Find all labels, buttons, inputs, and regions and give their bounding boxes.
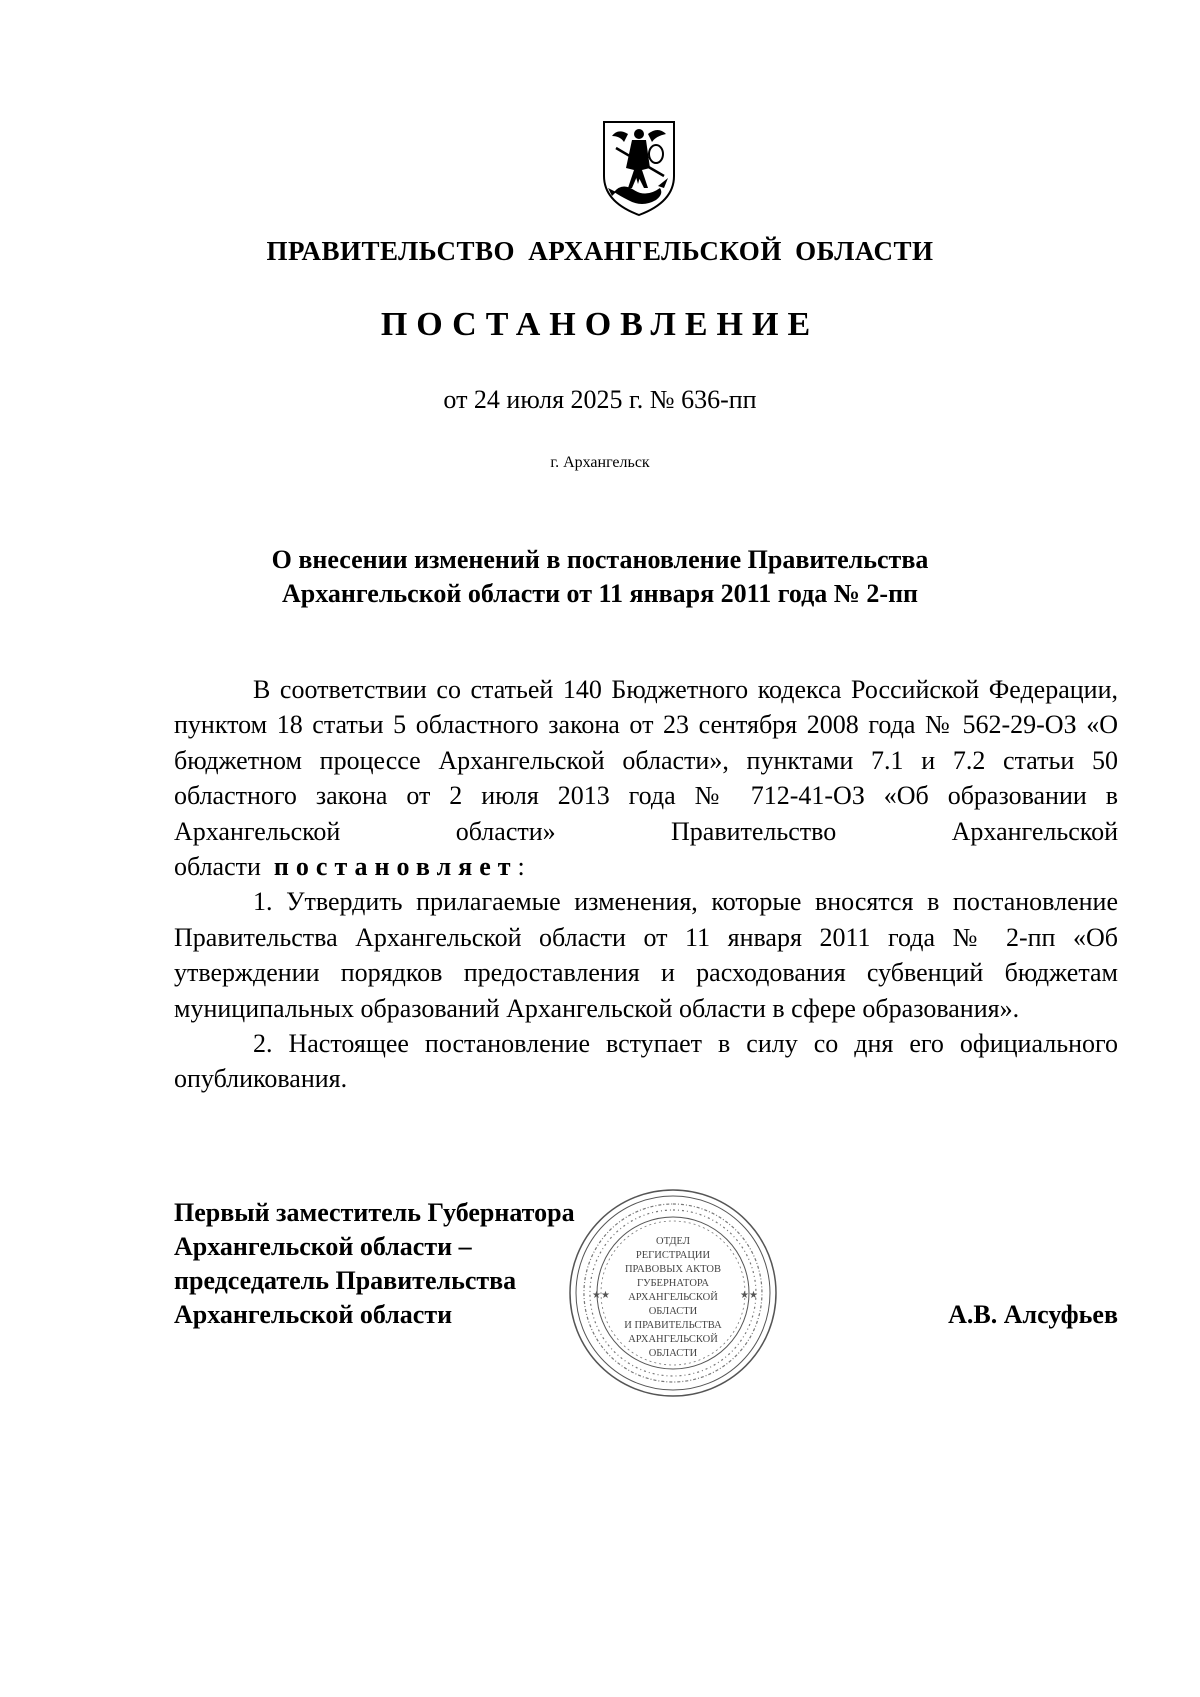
document-date-number: от 24 июля 2025 г. № 636-пп — [443, 385, 757, 414]
official-seal-icon — [566, 1186, 780, 1400]
document-body — [174, 672, 1118, 1097]
signer-position-line: Первый заместитель Губернатора — [174, 1198, 575, 1227]
coat-of-arms-icon — [598, 118, 680, 218]
resolves-colon: : — [517, 852, 525, 882]
stamp-line: РЕГИСТРАЦИИ — [635, 1250, 711, 1261]
stamp-line: ПРАВОВЫХ АКТОВ — [624, 1264, 722, 1275]
svg-text:★★: ★★ — [740, 1290, 758, 1301]
organization-title: ПРАВИТЕЛЬСТВО АРХАНГЕЛЬСКОЙ ОБЛАСТИ — [266, 236, 934, 266]
document-city: г. Архангельск — [550, 454, 650, 471]
subject-line-2: Архангельской области от 11 января 2011 года № 2-пп — [281, 579, 919, 608]
signer-name: А.В. Алсуфьев — [948, 1300, 1118, 1329]
stamp-line: АРХАНГЕЛЬСКОЙ — [628, 1334, 718, 1345]
stamp-line: ГУБЕРНАТОРА — [637, 1278, 709, 1289]
stamp-line: ОБЛАСТИ — [648, 1348, 698, 1359]
signer-position — [174, 1196, 575, 1332]
stamp-line: И ПРАВИТЕЛЬСТВА — [624, 1320, 722, 1331]
item-2-paragraph: 2. Настоящее постановление вступает в силу со дня его официального опубликования. — [174, 1029, 1118, 1094]
signer-position-line: Архангельской области — [174, 1300, 453, 1329]
subject-line-1: О внесении изменений в постановление Правительства — [271, 545, 929, 574]
stamp-line: АРХАНГЕЛЬСКОЙ — [628, 1292, 718, 1303]
resolves-word: постановляет — [273, 852, 518, 882]
signer-position-line: председатель Правительства — [174, 1266, 517, 1295]
item-1-paragraph: 1. Утвердить прилагаемые изменения, которые вносятся в постановление Правительства Архангельской области от 11 января 2011 года № 2-пп «Об утверждении порядков предоставления и расходования субвенций бюджетам муниципальных образований Архангельской области в сфере образования». — [174, 887, 1118, 1023]
stamp-line: ОБЛАСТИ — [648, 1306, 698, 1317]
intro-paragraph — [174, 672, 1118, 884]
document-subject — [0, 543, 1200, 611]
stamp-line: ОТДЕЛ — [656, 1236, 690, 1247]
svg-text:★★: ★★ — [592, 1290, 610, 1301]
intro-text: В соответствии со статьей 140 Бюджетного кодекса Российской Федерации, пунктом 18 статьи 5 областного закона от 23 сентября 2008 года № 562-29-ОЗ «О бюджетном процессе Архангельской области», пунктами 7.1 и 7.2 статьи 50 областного закона от 2 июля 2013 года № 712-41-ОЗ «Об образовании в Архангельской области» Правительство Архангельской области — [174, 675, 1118, 882]
document-type: ПОСТАНОВЛЕНИЕ — [380, 306, 820, 343]
signer-position-line: Архангельской области – — [174, 1232, 472, 1261]
